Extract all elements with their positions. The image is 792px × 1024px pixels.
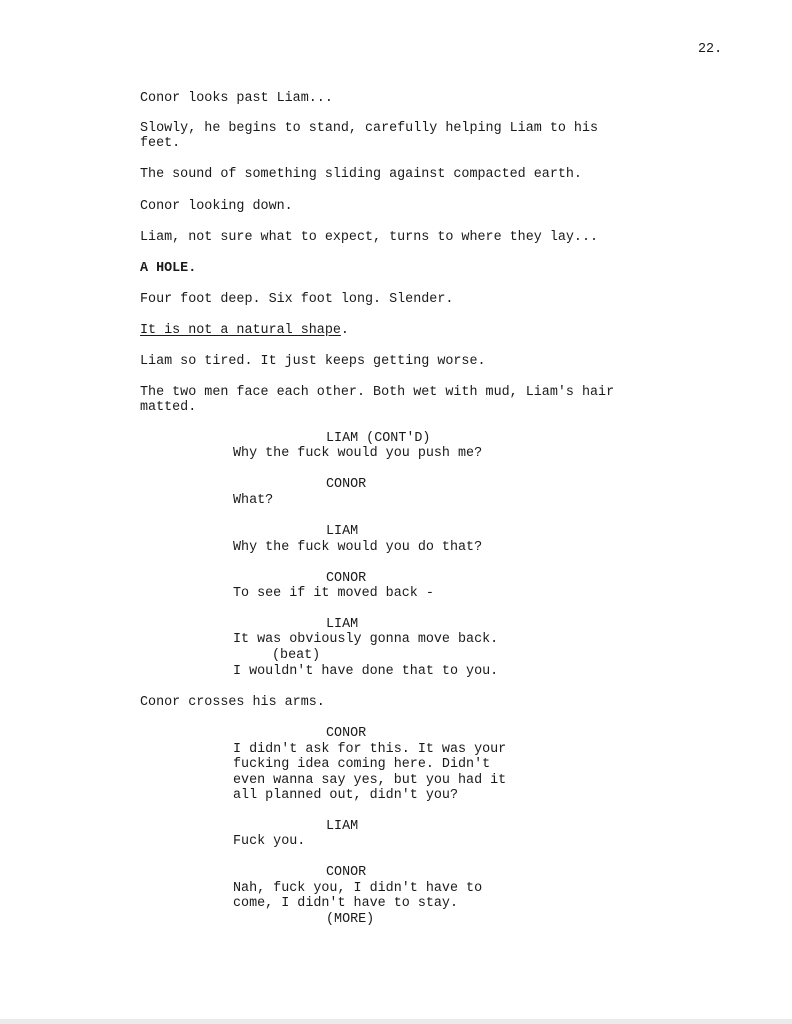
action-line: feet. — [140, 136, 181, 151]
action-line: Liam so tired. It just keeps getting worse. — [140, 354, 486, 369]
dialogue-line: I wouldn't have done that to you. — [233, 664, 499, 679]
character-name: CONOR — [326, 865, 367, 880]
character-name: LIAM — [326, 617, 359, 632]
action-line: Slowly, he begins to stand, carefully helping Liam to his — [140, 121, 599, 136]
character-name: CONOR — [326, 477, 367, 492]
more-marker: (MORE) — [326, 912, 375, 927]
underlined-text: It is not a natural shape — [140, 323, 341, 338]
period-text: . — [340, 323, 349, 338]
parenthetical: (beat) — [272, 648, 321, 663]
action-line: Liam, not sure what to expect, turns to where they lay... — [140, 230, 599, 245]
dialogue-line: Why the fuck would you push me? — [233, 446, 483, 461]
dialogue-line: come, I didn't have to stay. — [233, 896, 458, 911]
action-line: Conor looking down. — [140, 199, 293, 214]
character-name: CONOR — [326, 571, 367, 586]
dialogue-line: Nah, fuck you, I didn't have to — [233, 881, 483, 896]
dialogue-line: even wanna say yes, but you had it — [233, 773, 507, 788]
dialogue-line: It was obviously gonna move back. — [233, 632, 499, 647]
dialogue-line: To see if it moved back - — [233, 586, 434, 601]
dialogue-line: I didn't ask for this. It was your — [233, 742, 507, 757]
action-line: matted. — [140, 400, 197, 415]
action-line: Conor looks past Liam... — [140, 91, 333, 106]
action-line-bold: A HOLE. — [140, 261, 197, 276]
character-name: LIAM — [326, 819, 359, 834]
action-line: Conor crosses his arms. — [140, 695, 325, 710]
action-line: Four foot deep. Six foot long. Slender. — [140, 292, 454, 307]
character-name: LIAM (CONT'D) — [326, 431, 431, 446]
page-bottom-edge — [0, 1019, 792, 1024]
dialogue-line: What? — [233, 493, 274, 508]
character-name: LIAM — [326, 524, 359, 539]
character-name: CONOR — [326, 726, 367, 741]
dialogue-line: Fuck you. — [233, 834, 306, 849]
action-line: The two men face each other. Both wet with mud, Liam's hair — [140, 385, 615, 400]
dialogue-line: all planned out, didn't you? — [233, 788, 458, 803]
action-line-underlined — [140, 323, 349, 339]
action-line: The sound of something sliding against compacted earth. — [140, 167, 582, 182]
dialogue-line: Why the fuck would you do that? — [233, 540, 483, 555]
dialogue-line: fucking idea coming here. Didn't — [233, 757, 491, 772]
page-number: 22. — [698, 42, 723, 57]
